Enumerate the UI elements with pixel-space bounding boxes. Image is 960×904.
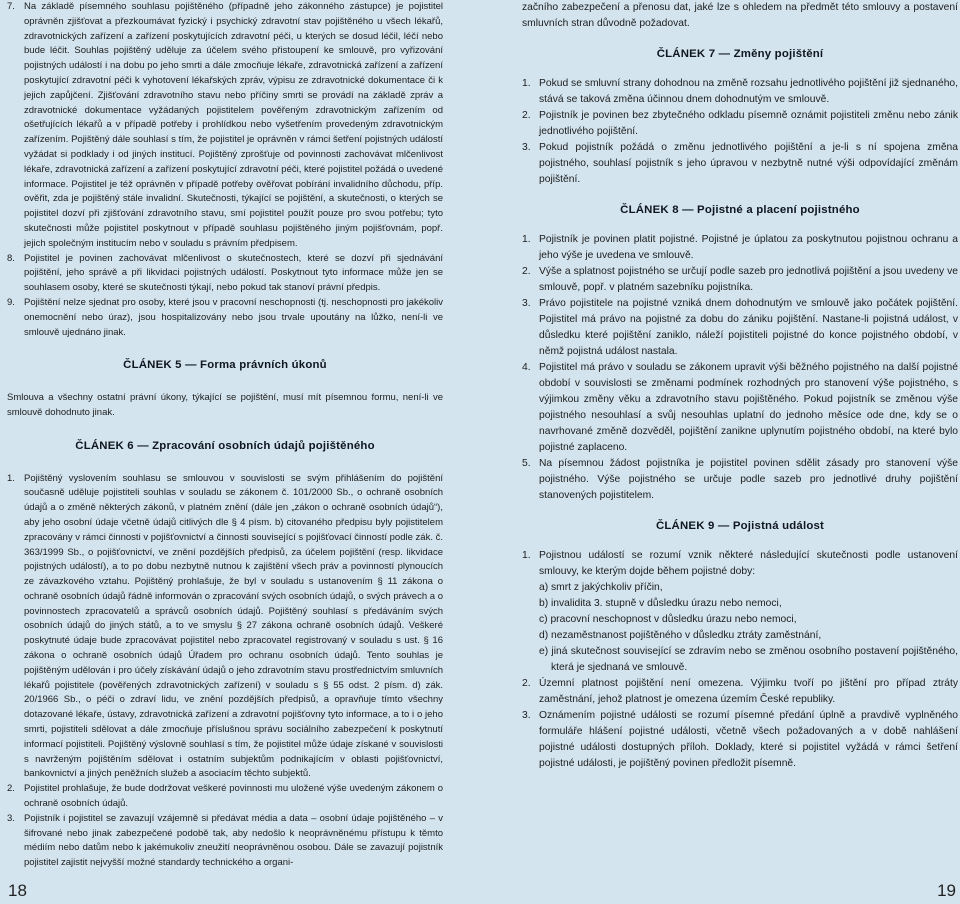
page-number-right: 19 — [937, 881, 956, 900]
article-9-heading: ČLÁNEK 9 — Pojistná událost — [655, 520, 825, 532]
item-text: Pojistnou událostí se rozumí vznik některé následující skutečnosti podle ustanovení smlouvy, ke kterým dojde během pojistné doby: — [539, 550, 958, 577]
list-item — [522, 140, 958, 188]
sub-item: c) pracovní neschopnost v důsledku úrazu nebo nemoci, — [539, 614, 797, 625]
item-text: Pojistitel je povinen zachovávat mlčenlivost o skutečnostech, které se dozví při sjednávání pojištění, jeho správě a při likvidaci pojistných událostí. Poskytnout tyto informace může jen se souhlasem osoby, které se skutečnosti týkají, nebo pokud tak stanoví právní předpis. — [24, 252, 443, 294]
article-7-heading: ČLÁNEK 7 — Změny pojištění — [656, 48, 824, 60]
item-text: Pojistitel prohlašuje, že bude dodržovat veškeré povinnosti mu uložené výše uvedeným zákonem o ochraně osobních údajů. — [24, 783, 443, 810]
item-text: Oznámením pojistné události se rozumí písemné předání úplně a pravdivě vyplněného formuláře hlášení pojistné události, včetně všech požadovaných a v době nahlášení pojistné události dostupných příloh. Doklady, které si pojistitel vyžádá v rámci šetření pojistné události, je pojištěný povinen předložit písemně. — [539, 710, 958, 769]
item-text: Pojistitel má právo v souladu se zákonem upravit výši běžného pojistného na další pojistné období v souvislosti se změnami podmínek rozhodných pro stanovení výše pojistného, s výjimkou změny věku a zdravotního stavu pojištěného. Pokud pojistník se změnou výše pojistného nesouhlasí a svůj nesouhlas uplatní do jednoho měsíce ode dne, kdy se o navrhované změně dozvěděl, pojištění zanikne uplynutím pojistného období, na které bylo pojistné zaplaceno. — [539, 362, 958, 453]
article-7-list — [522, 76, 958, 188]
item-number: 5. — [522, 458, 531, 469]
list-item — [7, 812, 443, 871]
article-5-heading: ČLÁNEK 5 — Forma právních úkonů — [123, 359, 327, 372]
list-item — [522, 296, 958, 360]
item-text: Územní platnost pojištění není omezena. Výjimku tvoří po jištění pro případ ztráty zaměstnání, jehož platnost je omezena územím České republiky. — [539, 678, 958, 705]
item-text: Pojištěný vyslovením souhlasu se smlouvou v souvislosti se svým přihlášením do pojištění současně uděluje pojistiteli souhlas v souladu se zákonem č. 101/2000 Sb., o ochraně osobních údajů a o změně některých zákonů, v platném znění (dále jen „zákon o ochraně osobních údajů“), aby jeho osobní údaje včetně údajů citlivých dle § 4 písm. b) citovaného předpisu byly pojistitelem zpracovány v rámci činnosti v pojišťovnictví a činnosti související s pojišťovací činností podle zák. č. 363/1999 Sb., o pojišťovnictví, ve znění pozdějších předpisů, za účelem pojištění (resp. likvidace pojistných událostí), a to po dobu nezbytně nutnou k zajištění všech práv a povinností plynoucích ze závazkového vztahu. Pojištěný prohlašuje, že byl v souladu s ustanovením § 11 zákona o ochraně osobních údajů řádně informován o zpracování svých osobních údajů, o svých právech a o povinnostech zpracovatelů a správců osobních údajů. Pojištěný souhlasí s předáváním svých osobních údajů do jiných států, a to ve smyslu § 27 zákona ochraně osobních údajů. Veškeré poskytnuté údaje bude zpracovávat pojistitel nebo zpracovatel registrovaný v souladu s ust. § 16 zákona o ochraně osobních údajů Úřadem pro ochranu osobních údajů. Tento souhlas je pojištěným udělován i pro účely získávání údajů o jeho zdravotním stavu prostřednictvím smluvních lékařů pojistitele (pověřených zdravotnických zařízení) v souladu s § 55 odst. 2 písm. d) zák. 20/1966 Sb., o péči o zdraví lidu, ve znění pozdějších předpisů, a opravňuje tímto všechny dotazované lékaře, ústavy, zdravotnická zařízení a zdravotní pojišťovny tyto informace, a to i o jeho smrti, pojistiteli sdělovat a dále zmocňuje příslušnou správu sociálního zabezpečení k poskytnutí informací pojistiteli. Pojištěný výslovně souhlasí s tím, že pojistitel může údaje získané v souvislosti s navrženým pojištěním sdělovat i ostatním subjektům podnikajícím v oblasti pojišťovnictví, bankovnictví a jiných peněžních služeb a asociacím těchto subjektů. — [24, 472, 443, 780]
left-column — [7, 0, 443, 871]
item-text: Pojištění nelze sjednat pro osoby, které jsou v pracovní neschopnosti (tj. neschopnosti pro jakékoliv onemocnění nebo úraz), jsou hospitalizovány nebo jsou trvale upoutány na lůžko, není-li ve smlouvě ujednáno jinak. — [24, 296, 443, 338]
item-number: 3. — [522, 298, 531, 309]
item-number: 2. — [522, 110, 531, 121]
list-item — [522, 264, 958, 296]
list-item — [522, 76, 958, 108]
item-text: Pokud pojistník požádá o změnu jednotlivého pojištění a je-li s ní spojena změna pojistného, souhlasí pojistník s jeho úpravou v nezbytně nutné výši odpovídající změnám pojištění. — [539, 142, 958, 185]
list-item — [522, 360, 958, 456]
list-item — [522, 676, 958, 708]
item-text: Pojistník je povinen bez zbytečného odkladu písemně oznámit pojistiteli změnu nebo zánik jednotlivého pojištění. — [539, 110, 958, 137]
list-item — [7, 782, 443, 812]
item-number: 2. — [522, 266, 531, 277]
item-text: Výše a splatnost pojistného se určují podle sazeb pro jednotlivá pojištění a jsou uvedeny ve smlouvě, popř. v platném sazebníku pojistníka. — [539, 266, 958, 293]
list-item — [522, 232, 958, 264]
list-item — [7, 472, 443, 783]
sub-item: a) smrt z jakýchkoliv příčin, — [539, 582, 663, 593]
article-4-list — [7, 0, 443, 340]
list-item — [522, 108, 958, 140]
article-6-list — [7, 472, 443, 872]
item-text: Pojistník i pojistitel se zavazují vzájemně si předávat média a data – osobní údaje pojištěného – v šifrované nebo jinak zabezpečené podobě tak, aby nedošlo k neoprávněnému přístupu k těmto médiím nebo datům nebo k jakémukoliv zneužití neoprávněnou osobou. Dále se zavazují pojistník pojistitel zajistit nejvyšší možné standardy technického a organi- — [24, 812, 443, 869]
list-item — [522, 708, 958, 772]
item-number: 1. — [522, 234, 531, 245]
article-8-heading: ČLÁNEK 8 — Pojistné a placení pojistného — [620, 204, 860, 216]
item-number: 9. — [7, 296, 15, 308]
article-9-list — [522, 548, 958, 772]
item-number: 3. — [522, 710, 531, 721]
article-8-list — [522, 232, 958, 504]
list-item — [7, 252, 443, 296]
item-number: 1. — [522, 550, 531, 561]
sub-item: d) nezaměstnanost pojištěného v důsledku ztráty zaměstnání, — [539, 630, 822, 641]
item-text: Pokud se smluvní strany dohodnou na změně rozsahu jednotlivého pojištění již sjednaného, stává se taková změna účinnou dnem dohodnutým ve smlouvě. — [539, 78, 959, 105]
item-number: 7. — [7, 1, 15, 12]
sub-item: e) jiná skutečnost související se zdravím nebo se změnou osobního postavení pojištěného, která je sjednaná ve smlouvě. — [539, 646, 958, 673]
right-column — [522, 0, 958, 772]
item-text: Právo pojistitele na pojistné vzniká dnem dohodnutým ve smlouvě jako počátek pojištění. Pojistitel má právo na pojistné za dobu do zániku pojištění. Nastane-li pojistná událost, v důsledku které pojištění zaniklo, náleží pojistiteli pojistné do konce pojistného období, v němž pojistná událost nastala. — [539, 298, 958, 357]
list-item — [522, 456, 958, 504]
item-text: Na základě písemného souhlasu pojištěného (případně jeho zákonného zástupce) je pojistitel oprávněn zjišťovat a přezkoumávat fyzický i psychický zdravotní stav pojištěného u všech lékařů, zdravotnických zařízení a zařízení poskytujících zdravotní péči, u kterých se dosud léčil, léčí nebo bude léčit. Souhlas pojištěný uděluje za účelem svého přistoupení ke smlouvě, pro vyřizování pojistných událostí i na dobu po jeho smrti a dále zmocňuje lékaře, zdravotnická zařízení a zařízení poskytující zdravotní péči k vyhotovení lékařských zpráv, výpisu ze zdravotnické dokumentace či k jejich zapůjčení. Zjišťování zdravotního stavu nebo příčiny smrti se provádí na základě zpráv a zdravotnické dokumentace vyžádaných pojistitelem pověřeným zdravotnickým zařízením od ošetřujících lékařů a v případě potřeby i prohlídkou nebo vyšetřením provedeným zdravotnickým zařízením. Pojištěný dále souhlasí s tím, že pojistitel je oprávněn v rámci šetření pojistných událostí vyžádat si podklady i od jiných institucí. Pojištěný zprošťuje od povinnosti zachovávat mlčenlivost lékaře, zdravotnická zařízení a zařízení poskytující zdravotní péči, které pojistitel požádá o uvedené informace. Pojistitel je též oprávněn v případě potřeby ověřovat pobírání invalidního důchodu, příp. ověřit, zda je pojištěný stále invalidní. Skutečnosti, týkající se pojištění, a skutečnosti, o kterých se pojistitel dozví při zjišťování zdravotního stavu, smí pojistitel použít pouze pro svou potřebu; tyto skutečnosti může pojistitel poskytnout v případě souhlasu pojištěného jiným pojišťovnám, popř. jejich společným institucím nebo v souladu s právním předpisem. — [24, 1, 443, 249]
item-number: 4. — [522, 362, 531, 373]
list-item — [7, 296, 443, 340]
list-item — [522, 548, 958, 676]
item-number: 8. — [7, 252, 15, 264]
event-types-list — [539, 580, 958, 676]
item-number: 1. — [7, 472, 15, 484]
item-number: 1. — [522, 78, 531, 89]
article-6-heading: ČLÁNEK 6 — Zpracování osobních údajů pojištěného — [75, 439, 375, 452]
item-number: 2. — [7, 783, 15, 795]
sub-item: b) invalidita 3. stupně v důsledku úrazu nebo nemoci, — [539, 598, 782, 609]
continuation-text: začního zabezpečení a přenosu dat, jaké lze s ohledem na předmět této smlouvy a postavení smluvních stran důvodně požadovat. — [522, 2, 958, 29]
page-number-left: 18 — [8, 881, 27, 900]
item-text: Pojistník je povinen platit pojistné. Pojistné je úplatou za poskytnutou pojistnou ochranu a jeho výše je uvedena ve smlouvě. — [539, 234, 958, 261]
item-text: Na písemnou žádost pojistníka je pojistitel povinen sdělit zásady pro stanovení výše pojistného. Výše pojistného se určuje podle sazeb pro jednotlivé druhy pojištění stanovených pojistitelem. — [539, 458, 958, 501]
item-number: 3. — [522, 142, 531, 153]
item-number: 2. — [522, 678, 531, 689]
article-5-text: Smlouva a všechny ostatní právní úkony, týkající se pojištění, musí mít písemnou formu, není-li ve smlouvě dohodnuto jinak. — [7, 392, 443, 418]
list-item — [7, 0, 443, 252]
item-number: 3. — [7, 812, 15, 824]
